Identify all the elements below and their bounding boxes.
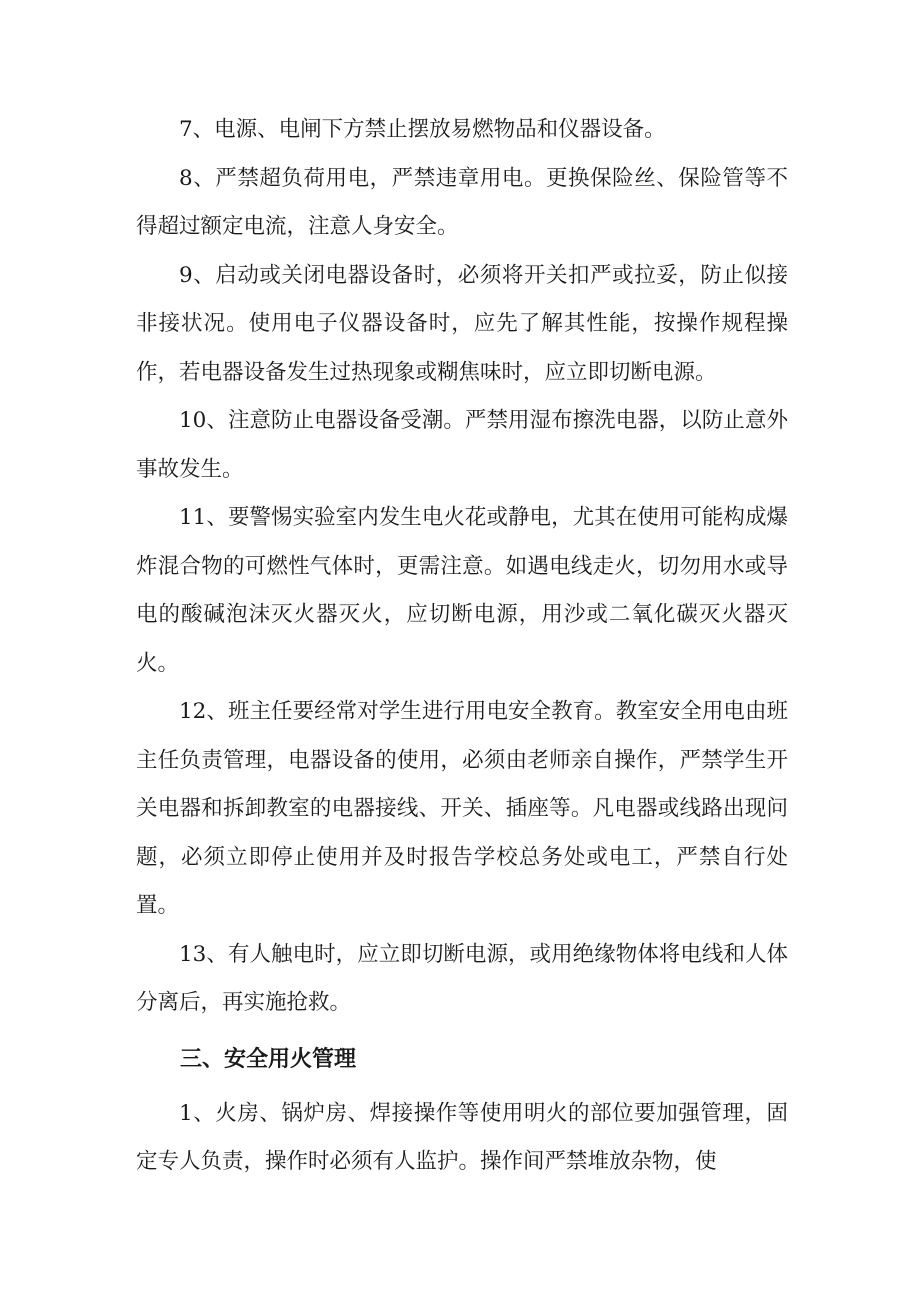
paragraph-item-8: 8、严禁超负荷用电，严禁违章用电。更换保险丝、保险管等不得超过额定电流，注意人身安全。 [136,165,788,239]
paragraph-item-10: 10、注意防止电器设备受潮。严禁用湿布擦洗电器，以防止意外事故发生。 [136,408,788,482]
paragraph-item-13: 13、有人触电时，应立即切断电源，或用绝缘物体将电线和人体分离后，再实施抢救。 [136,941,788,1015]
paragraph-item-11: 11、要警惕实验室内发生电火花或静电，尤其在使用可能构成爆炸混合物的可燃性气体时，更需注意。如遇电线走火，切勿用水或导电的酸碱泡沫灭火器灭火，应切断电源，用沙或二氧化碳灭火器灭火。 [136,505,788,676]
paragraph-item-7: 7、电源、电闸下方禁止摆放易燃物品和仪器设备。 [179,117,666,142]
paragraph-item-9: 9、启动或关闭电器设备时，必须将开关扣严或拉妥，防止似接非接状况。使用电子仪器设备时，应先了解其性能，按操作规程操作，若电器设备发生过热现象或糊焦味时，应立即切断电源。 [136,262,788,385]
section-heading: 三、安全用火管理 [180,1046,357,1072]
paragraph-item-12: 12、班主任要经常对学生进行用电安全教育。教室安全用电由班主任负责管理，电器设备的使用，必须由老师亲自操作，严禁学生开关电器和拆卸教室的电器接线、开关、插座等。凡电器或线路出现问题，必须立即停止使用并及时报告学校总务处或电工，严禁自行处置。 [136,699,788,918]
document-page [136,106,788,1187]
paragraph-fire-1: 1、火房、锅炉房、焊接操作等使用明火的部位要加强管理，固定专人负责，操作时必须有人监护。操作间严禁堆放杂物，使 [136,1100,788,1174]
